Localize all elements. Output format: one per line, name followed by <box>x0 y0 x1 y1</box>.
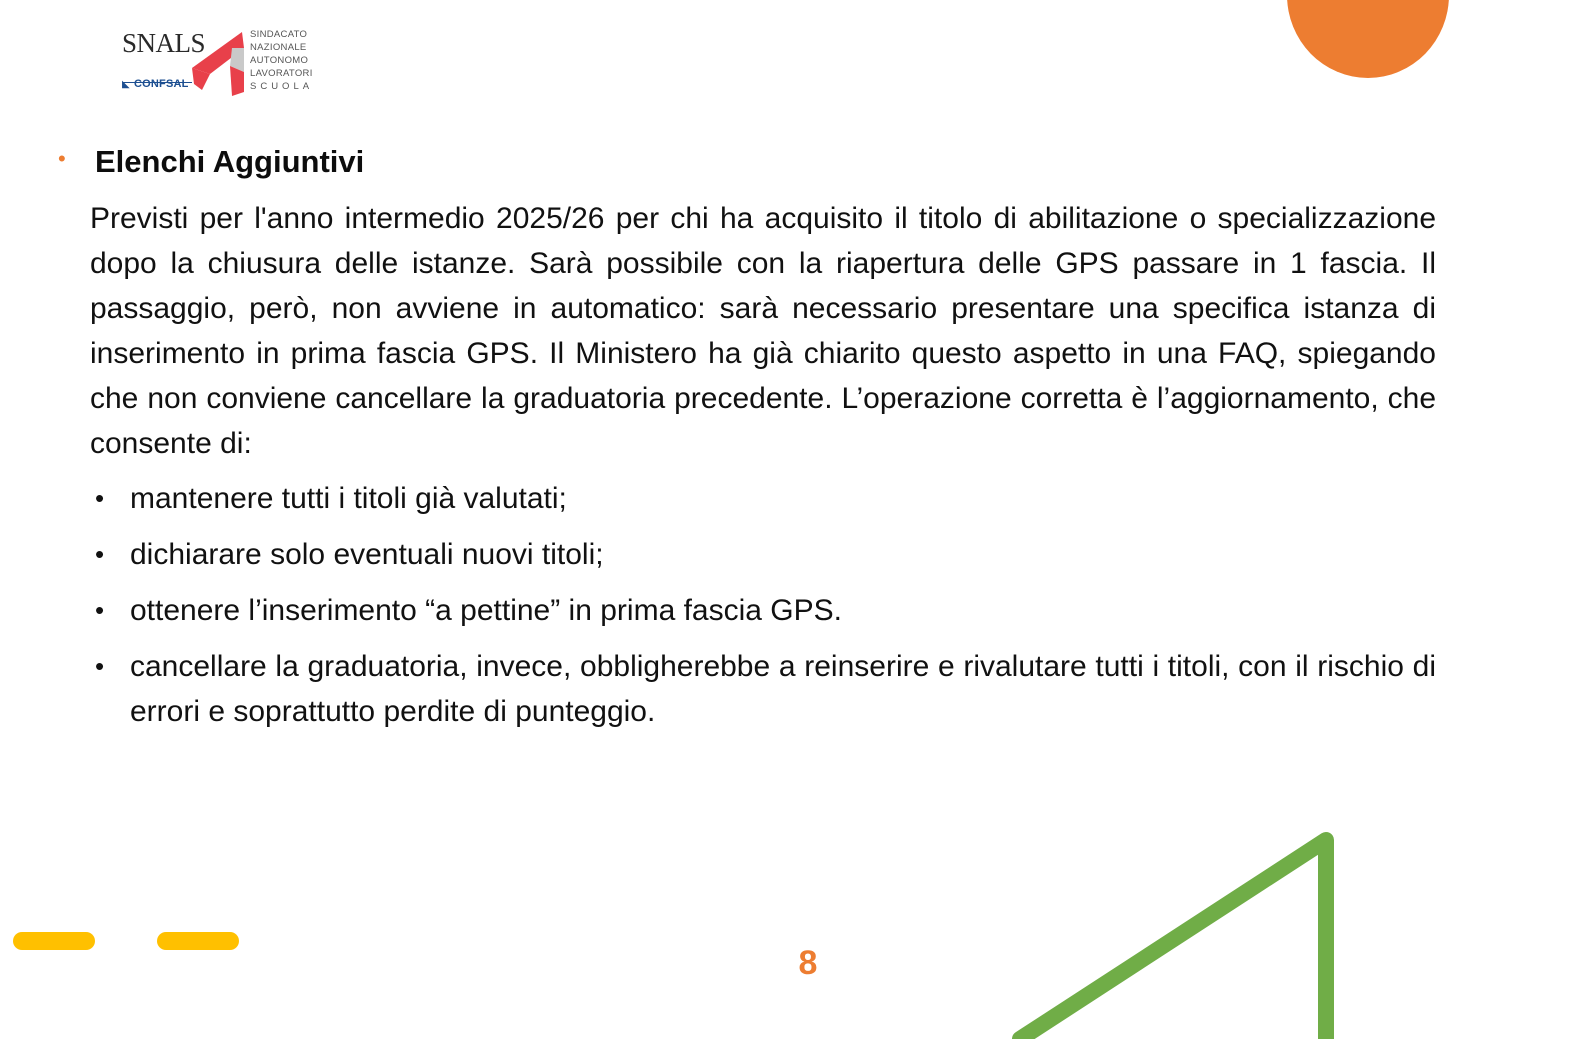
page-number: 8 <box>798 944 818 982</box>
logo-line-4: LAVORATORI <box>250 68 313 79</box>
logo-line-2: NAZIONALE <box>250 42 307 53</box>
snals-logo <box>120 26 330 98</box>
section-heading: Elenchi Aggiuntivi <box>95 144 365 179</box>
decorative-yellow-dash <box>157 932 239 950</box>
logo-wordmark: SNALS <box>122 28 206 58</box>
slide-content <box>58 140 1436 745</box>
list-item-text: cancellare la graduatoria, invece, obbligherebbe a reinserire e rivalutare tutti i titoli, con il rischio di errori e soprattutto perdite di punteggio. <box>130 650 1436 728</box>
heading-bullet-icon: • <box>58 146 66 171</box>
list-item <box>90 644 1436 734</box>
section-paragraph: Previsti per l'anno intermedio 2025/26 per chi ha acquisito il titolo di abilitazione o specializzazione dopo la chiusura delle istanze. Sarà possibile con la riapertura delle GPS passare in 1 fascia. Il passaggio, però, non avviene in automatico: sarà necessario presentare una specifica istanza di inserimento in prima fascia GPS. Il Ministero ha già chiarito questo aspetto in una FAQ, spiegando che non conviene cancellare la graduatoria precedente. L’operazione corretta è l’aggiornamento, che consente di: <box>90 202 1436 460</box>
logo-confsal: CONFSAL <box>134 78 189 90</box>
list-item <box>90 588 1436 633</box>
decorative-green-triangle <box>1000 820 1360 1039</box>
logo-line-3: AUTONOMO <box>250 55 309 66</box>
list-item-text: dichiarare solo eventuali nuovi titoli; <box>130 538 604 571</box>
bullet-list <box>90 476 1436 734</box>
list-item-text: ottenere l’inserimento “a pettine” in prima fascia GPS. <box>130 594 842 627</box>
decorative-orange-circle <box>1287 0 1449 78</box>
logo-line-5: SCUOLA <box>250 81 314 92</box>
decorative-yellow-dash <box>13 932 95 950</box>
bullet-icon: • <box>95 539 105 569</box>
logo-line-1: SINDACATO <box>250 29 308 40</box>
list-item-text: mantenere tutti i titoli già valutati; <box>130 482 567 515</box>
bullet-icon: • <box>95 483 105 513</box>
bullet-icon: • <box>95 595 105 625</box>
list-item <box>90 532 1436 577</box>
confsal-icon: ◣ <box>122 79 130 90</box>
section-heading-row <box>58 140 1436 188</box>
bullet-icon: • <box>95 651 105 681</box>
list-item <box>90 476 1436 521</box>
